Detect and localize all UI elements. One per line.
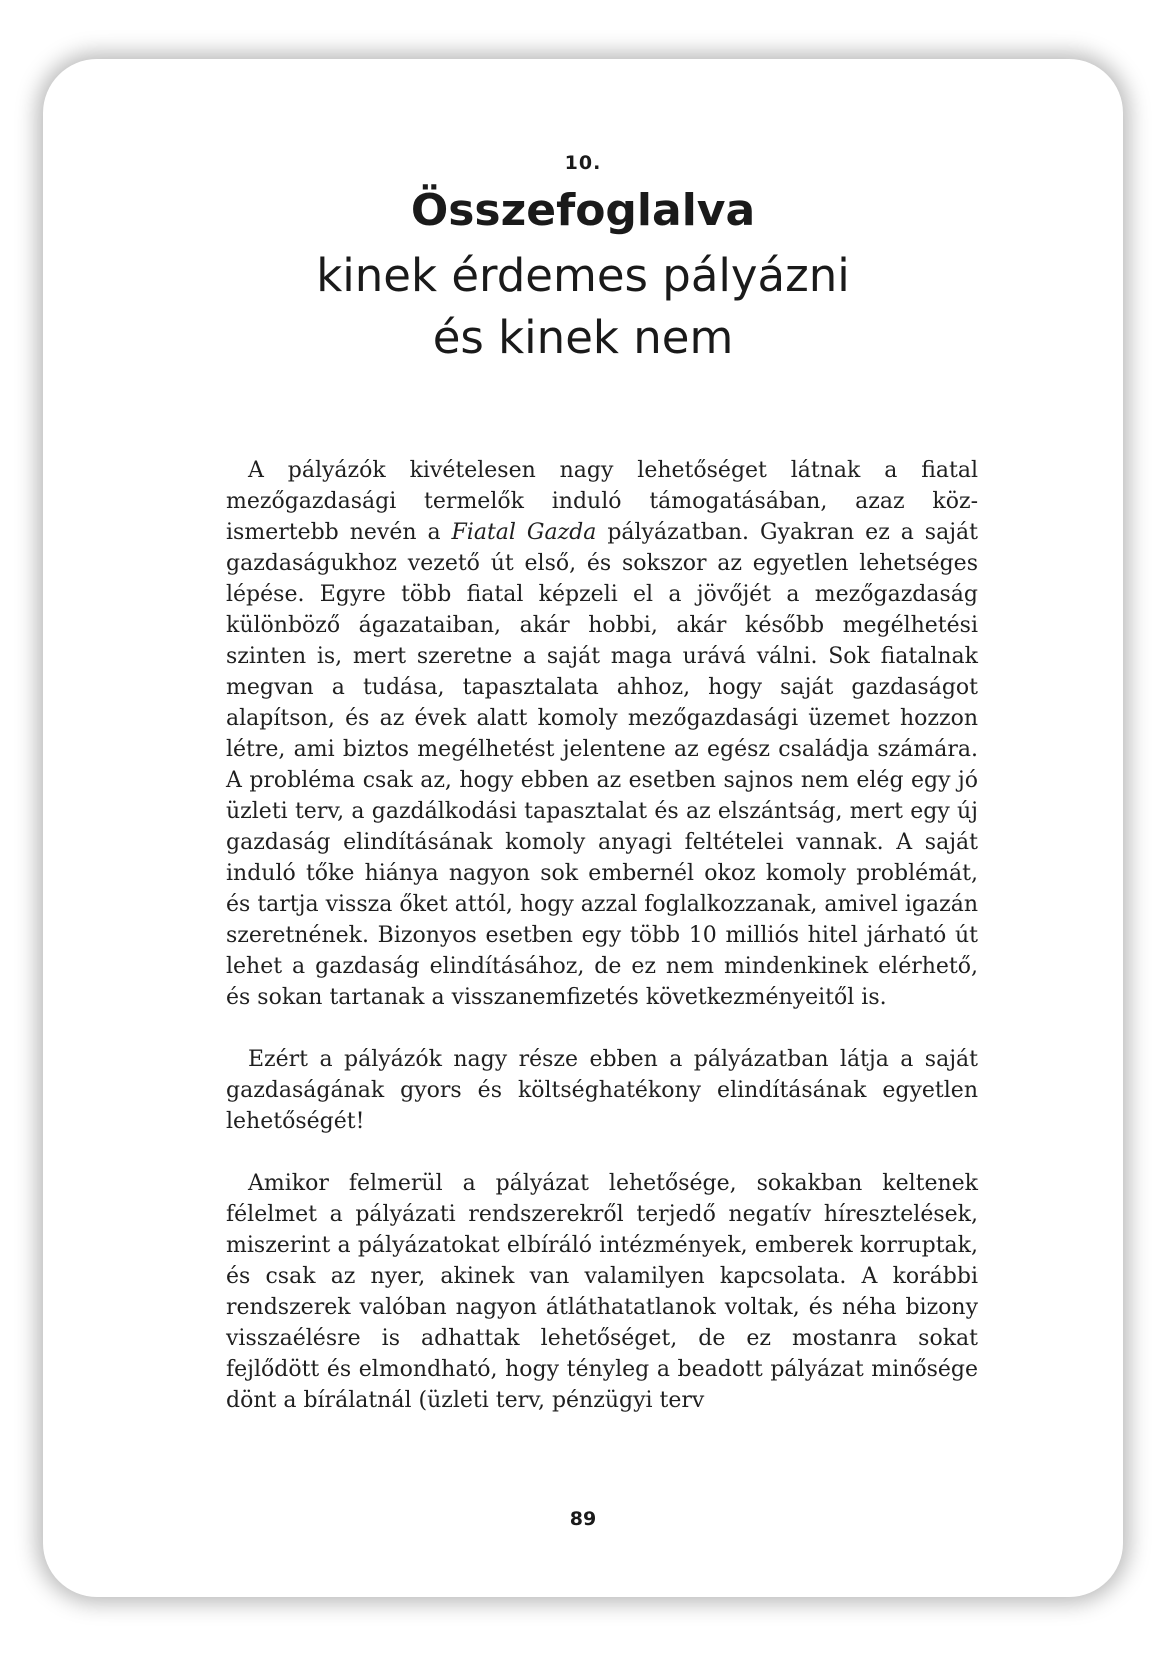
paragraph-2: Ezért a pályázók nagy része ebben a pályázatban látja a saját gazdaságának gyors és költséghatékony elindításának egyetlen lehetőségét! xyxy=(226,1047,978,1134)
chapter-subtitle-line-2: és kinek nem xyxy=(432,311,734,364)
chapter-subtitle xyxy=(0,245,1166,369)
page-number: 89 xyxy=(569,1508,597,1530)
paragraph-1 xyxy=(226,455,978,1013)
chapter-number: 10. xyxy=(564,152,602,174)
chapter-title: Összefoglalva xyxy=(410,185,756,236)
body-text xyxy=(226,455,978,1447)
paragraph-1-text-b: pályázatban. Gyakran ez a saját gazdaságukhoz vezető út első, és sokszor az egyetlen lehetséges lépése. Egyre több fiatal képzeli el a jövőjét a mezőgazdaság különböző ágazataiban, akár hobbi, akár később megélhetési szinten is, mert szeretne a saját maga urává válni. Sok fiatalnak megvan a tudása, tapasztalata ahhoz, hogy saját gazdaságot alapítson, és az évek alatt komoly mezőgazdasági üzemet hozzon létre, ami biztos megélhetést jelentene az egész családja számára. A probléma csak az, hogy ebben az esetben sajnos nem elég egy jó üzleti terv, a gazdálkodási tapasztalat és az elszántság, mert egy új gazdaság elindításának komoly anyagi feltételei vannak. A saját induló tőke hiánya nagyon sok embernél okoz komoly problémát, és tartja vissza őket attól, hogy azzal foglalkozzanak, amivel igazán szeretnének. Bizonyos esetben egy több 10 milliós hitel járható út lehet a gazdaság elindításához, de ez nem mindenkinek elérhető, és sokan tartanak a visszanemfizetés következményeitől is. xyxy=(226,520,978,1010)
chapter-subtitle-line-1: kinek érdemes pályázni xyxy=(316,249,850,302)
paragraph-1-emphasis: Fiatal Gazda xyxy=(451,520,597,545)
paragraph-3: Amikor felmerül a pályázat lehetősége, sokakban keltenek félelmet a pályázati rendszerekről terjedő negatív híresztelések, miszerint a pályázatokat elbíráló intézmények, emberek korruptak, és csak az nyer, akinek van valamilyen kapcsolata. A korábbi rendszerek valóban nagyon átláthatatlanok voltak, és néha bizony visszaélésre is adhattak lehetőséget, de ez mostanra sokat fejlődött és elmondható, hogy tényleg a beadott pályázat minősége dönt a bírálatnál (üzleti terv, pénzügyi terv xyxy=(226,1171,978,1413)
paragraph-1-text-a: A pályázók kivételesen nagy lehetőséget látnak a fiatal mezőgazdasági termelők induló támogatásában, azaz közismertebb nevén a xyxy=(226,458,978,545)
